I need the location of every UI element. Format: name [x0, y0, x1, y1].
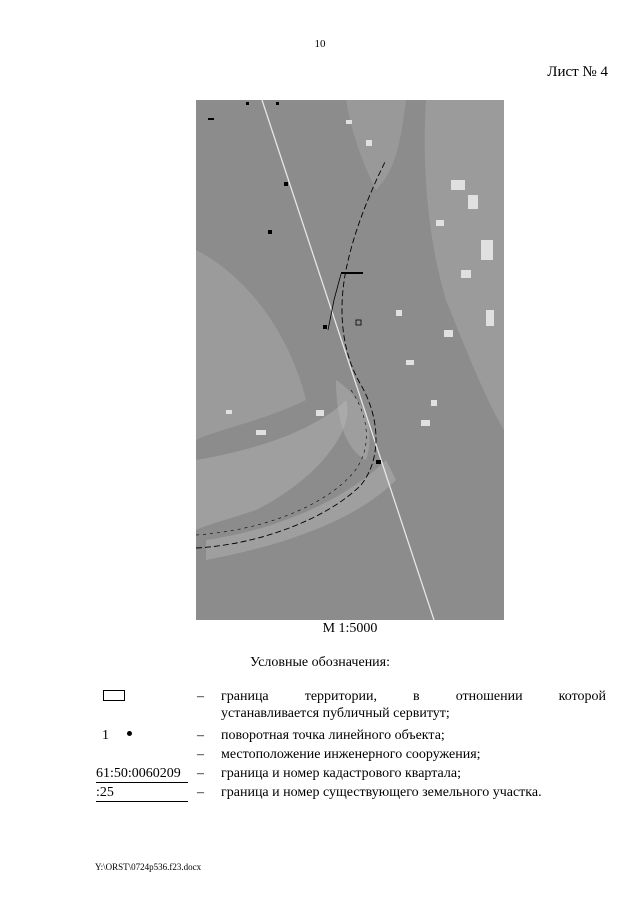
legend-symbol — [96, 688, 196, 722]
scale-label: М 1:5000 — [322, 621, 378, 636]
legend-row — [96, 688, 606, 722]
map-svg — [196, 100, 504, 620]
land-plot-number: :25 — [96, 784, 188, 802]
legend-row — [96, 784, 606, 802]
point-dot-icon — [127, 731, 132, 736]
aerial-map-image — [196, 100, 504, 620]
sheet-label: Лист № 4 — [547, 64, 608, 80]
point-number: 1 — [102, 728, 109, 743]
legend-description: местоположение инженерного сооружения; — [221, 747, 481, 762]
legend-title: Условные обозначения: — [249, 655, 391, 670]
legend-description: поворотная точка линейного объекта; — [221, 728, 445, 743]
legend-symbol — [96, 765, 196, 783]
legend-desc-line: устанавливается публичный сервитут; — [221, 706, 450, 721]
legend-symbol — [96, 746, 196, 763]
legend-dash: – — [197, 747, 204, 762]
legend-dash: – — [197, 785, 204, 800]
file-path: Y:\ORST\0724p536.f23.docx — [95, 862, 202, 872]
legend-desc-line: граница территории, в отношении которой — [221, 689, 606, 704]
legend-dash: – — [197, 728, 204, 743]
legend-symbol — [96, 784, 196, 802]
legend-description — [221, 688, 606, 722]
boundary-rectangle-icon — [103, 690, 125, 701]
cadastral-quarter-number: 61:50:0060209 — [96, 765, 188, 783]
legend-row — [96, 765, 606, 783]
legend-row — [96, 727, 606, 744]
page-number: 10 — [314, 38, 326, 50]
legend-row — [96, 746, 606, 763]
legend — [96, 688, 606, 802]
legend-symbol — [96, 727, 196, 744]
legend-description: граница и номер существующего земельного участка. — [221, 785, 542, 800]
legend-dash: – — [197, 766, 204, 781]
legend-description: граница и номер кадастрового квартала; — [221, 766, 461, 781]
legend-dash: – — [197, 689, 204, 704]
